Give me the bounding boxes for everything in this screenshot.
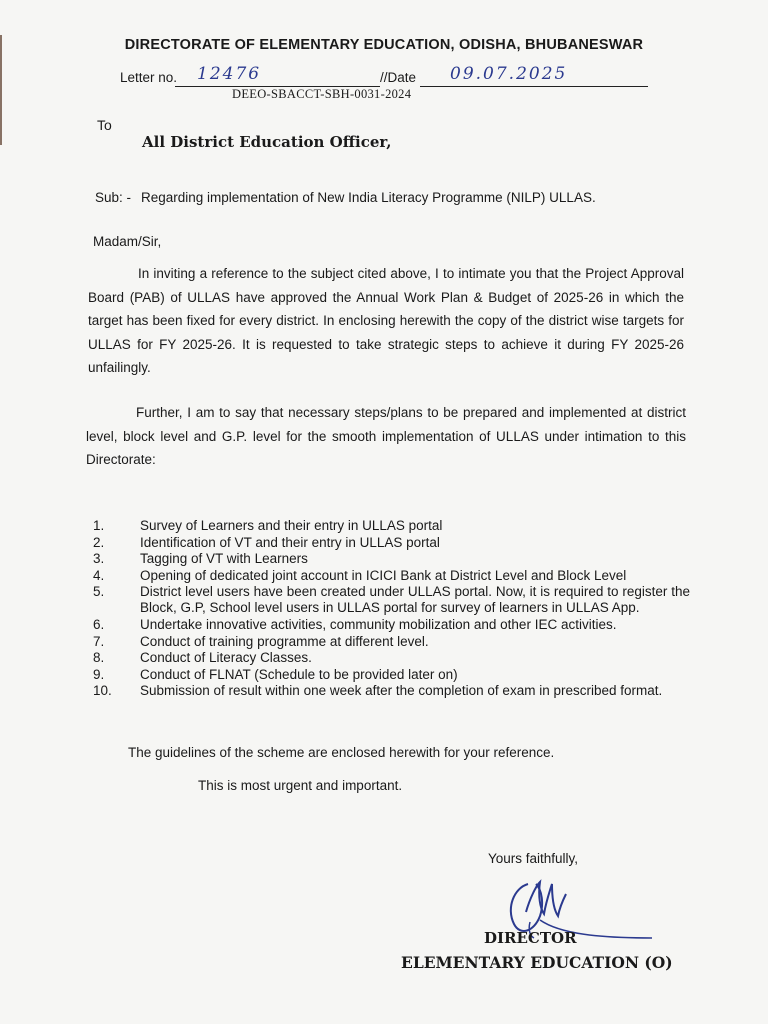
letter-no-label: Letter no.: [120, 70, 178, 85]
list-item: [90, 650, 690, 666]
list-item: [90, 683, 690, 699]
date-handwritten: 09.07.2025: [450, 64, 568, 84]
letterhead-title: DIRECTORATE OF ELEMENTARY EDUCATION, ODISHA, BHUBANESWAR: [124, 37, 644, 53]
action-list: [90, 518, 690, 699]
subject-text: Regarding implementation of New India Literacy Programme (NILP) ULLAS.: [141, 190, 596, 205]
subject-label: Sub: -: [95, 190, 132, 205]
list-item: [90, 667, 690, 683]
list-item-text: Conduct of training programme at different level.: [140, 633, 429, 649]
signatory-designation: DIRECTOR: [484, 929, 577, 947]
body-paragraph-1: In inviting a reference to the subject cited above, I to intimate you that the Project Approval Board (PAB) of ULLAS have approved the Annual Work Plan & Budget of 2025-26 in which the target has been fixed for every district. In enclosing herewith the copy of the district wise targets for ULLAS for FY 2025-26. It is requested to take strategic steps to achieve it during FY 2025-26 unfailingly.: [88, 266, 684, 375]
date-underline: [420, 86, 648, 87]
list-item: [90, 551, 690, 567]
list-item-text: Undertake innovative activities, community mobilization and other IEC activities.: [140, 617, 617, 632]
list-item-number: 5.: [93, 584, 105, 599]
salutation: Madam/Sir,: [93, 234, 162, 249]
closing-salutation: Yours faithfully,: [488, 851, 579, 866]
list-item-text: District level users have been created under ULLAS portal. Now, it is required to register the Block, G.P, School level users in ULLAS portal for survey of learners in ULLAS App.: [140, 584, 690, 615]
list-item-number: 8.: [93, 650, 105, 665]
list-item-text: Conduct of Literacy Classes.: [140, 650, 312, 665]
list-item-text: Opening of dedicated joint account in ICICI Bank at District Level and Block Level: [140, 567, 627, 583]
list-item-number: 10.: [93, 683, 112, 698]
list-item-number: 9.: [93, 666, 105, 682]
list-item-text: Conduct of FLNAT (Schedule to be provided later on): [140, 666, 458, 682]
reference-number: DEEO-SBACCT-SBH-0031-2024: [232, 87, 412, 101]
urgency-note: This is most urgent and important.: [198, 778, 403, 793]
list-item-number: 6.: [93, 617, 105, 632]
to-label: To: [97, 117, 112, 133]
list-item: [90, 568, 690, 584]
list-item: [90, 535, 690, 551]
list-item-number: 7.: [93, 633, 105, 649]
body-paragraph-2: Further, I am to say that necessary steps/plans to be prepared and implemented at district level, block level and G.P. level for the smooth implementation of ULLAS under intimation to this Directorate:: [86, 405, 686, 467]
list-item: [90, 584, 690, 615]
list-item-number: 3.: [93, 551, 105, 566]
signatory-department: ELEMENTARY EDUCATION (O): [401, 953, 673, 972]
list-item-number: 4.: [93, 567, 105, 583]
list-item-text: Submission of result within one week after the completion of exam in prescribed format.: [140, 683, 663, 698]
letter-no-handwritten: 12476: [197, 64, 262, 84]
list-item-number: 2.: [93, 534, 105, 550]
list-item-text: Tagging of VT with Learners: [140, 551, 308, 566]
date-label: //Date: [380, 70, 417, 85]
list-item: [90, 634, 690, 650]
list-item: [90, 617, 690, 633]
list-item-text: Identification of VT and their entry in ULLAS portal: [140, 534, 440, 550]
list-item-number: 1.: [93, 518, 105, 533]
list-item: [90, 518, 690, 534]
addressee: All District Education Officer,: [142, 133, 392, 151]
guidelines-note: The guidelines of the scheme are enclosed herewith for your reference.: [128, 745, 555, 760]
list-item-text: Survey of Learners and their entry in ULLAS portal: [140, 518, 443, 533]
